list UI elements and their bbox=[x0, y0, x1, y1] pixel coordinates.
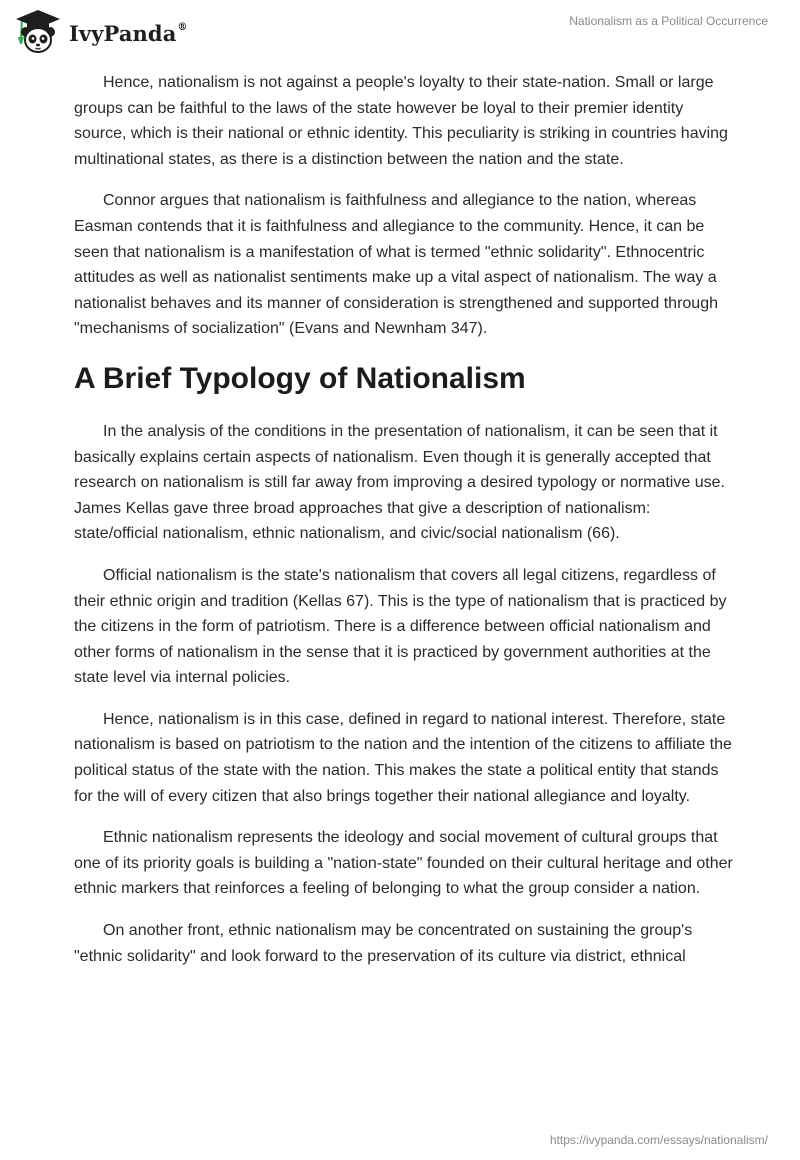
registered-mark: ® bbox=[177, 21, 188, 33]
document-title: Nationalism as a Political Occurrence bbox=[569, 14, 768, 28]
paragraph: Official nationalism is the state's nationalism that covers all legal citizens, regardless of their ethnic origin and tradition (Kellas 67). This is the type of nationalism that is practiced by the citizens in the form of patriotism. There is a difference between official nationalism and other forms of nationalism in the sense that it is practiced by government authorities at the state level via internal policies. bbox=[74, 566, 727, 687]
logo-text: IvyPanda bbox=[69, 20, 177, 46]
essay-body bbox=[74, 70, 734, 985]
page-header bbox=[0, 0, 800, 64]
panda-graduation-cap-icon bbox=[14, 8, 62, 54]
ivypanda-logo[interactable] bbox=[14, 8, 188, 54]
paragraph: Ethnic nationalism represents the ideology and social movement of cultural groups that one of its priority goals is building a "nation-state" founded on their cultural heritage and other ethnic markers that reinforces a feeling of belonging to what the group consider a nation. bbox=[74, 829, 733, 898]
logo-wordmark bbox=[69, 21, 188, 46]
source-url[interactable]: https://ivypanda.com/essays/nationalism/ bbox=[549, 1133, 768, 1147]
paragraph: On another front, ethnic nationalism may be concentrated on sustaining the group's "ethnic solidarity" and look forward to the preservation of its culture via district, ethnical bbox=[74, 922, 693, 965]
paragraph: In the analysis of the conditions in the presentation of nationalism, it can be seen that it basically explains certain aspects of nationalism. Even though it is generally accepted that research on nationalism is still far away from improving a desired typology or normative use. James Kellas gave three broad approaches that give a description of nationalism: state/official nationalism, ethnic nationalism, and civic/social nationalism (66). bbox=[74, 422, 725, 543]
section-heading: A Brief Typology of Nationalism bbox=[74, 361, 526, 395]
paragraph: Connor argues that nationalism is faithfulness and allegiance to the nation, whereas Easman contends that it is faithfulness and allegiance to the community. Hence, it can be seen that nationalism is a manifestation of what is termed "ethnic solidarity". Ethnocentric attitudes as well as nationalist sentiments make up a vital aspect of nationalism. The way a nationalist behaves and its manner of consideration is strengthened and supported through "mechanisms of socialization" (Evans and Newnham 347). bbox=[74, 192, 718, 338]
paragraph: Hence, nationalism is in this case, defined in regard to national interest. Therefore, state nationalism is based on patriotism to the nation and the intention of the citizens to affiliate the political status of the state with the nation. This makes the state a political entity that stands for the will of every citizen that also brings together their national allegiance and loyalty. bbox=[74, 710, 732, 805]
paragraph: Hence, nationalism is not against a people's loyalty to their state-nation. Small or large groups can be faithful to the laws of the state however be loyal to their premier identity source, which is their national or ethnic identity. This peculiarity is striking in countries having multinational states, as there is a distinction between the nation and the state. bbox=[74, 74, 728, 168]
